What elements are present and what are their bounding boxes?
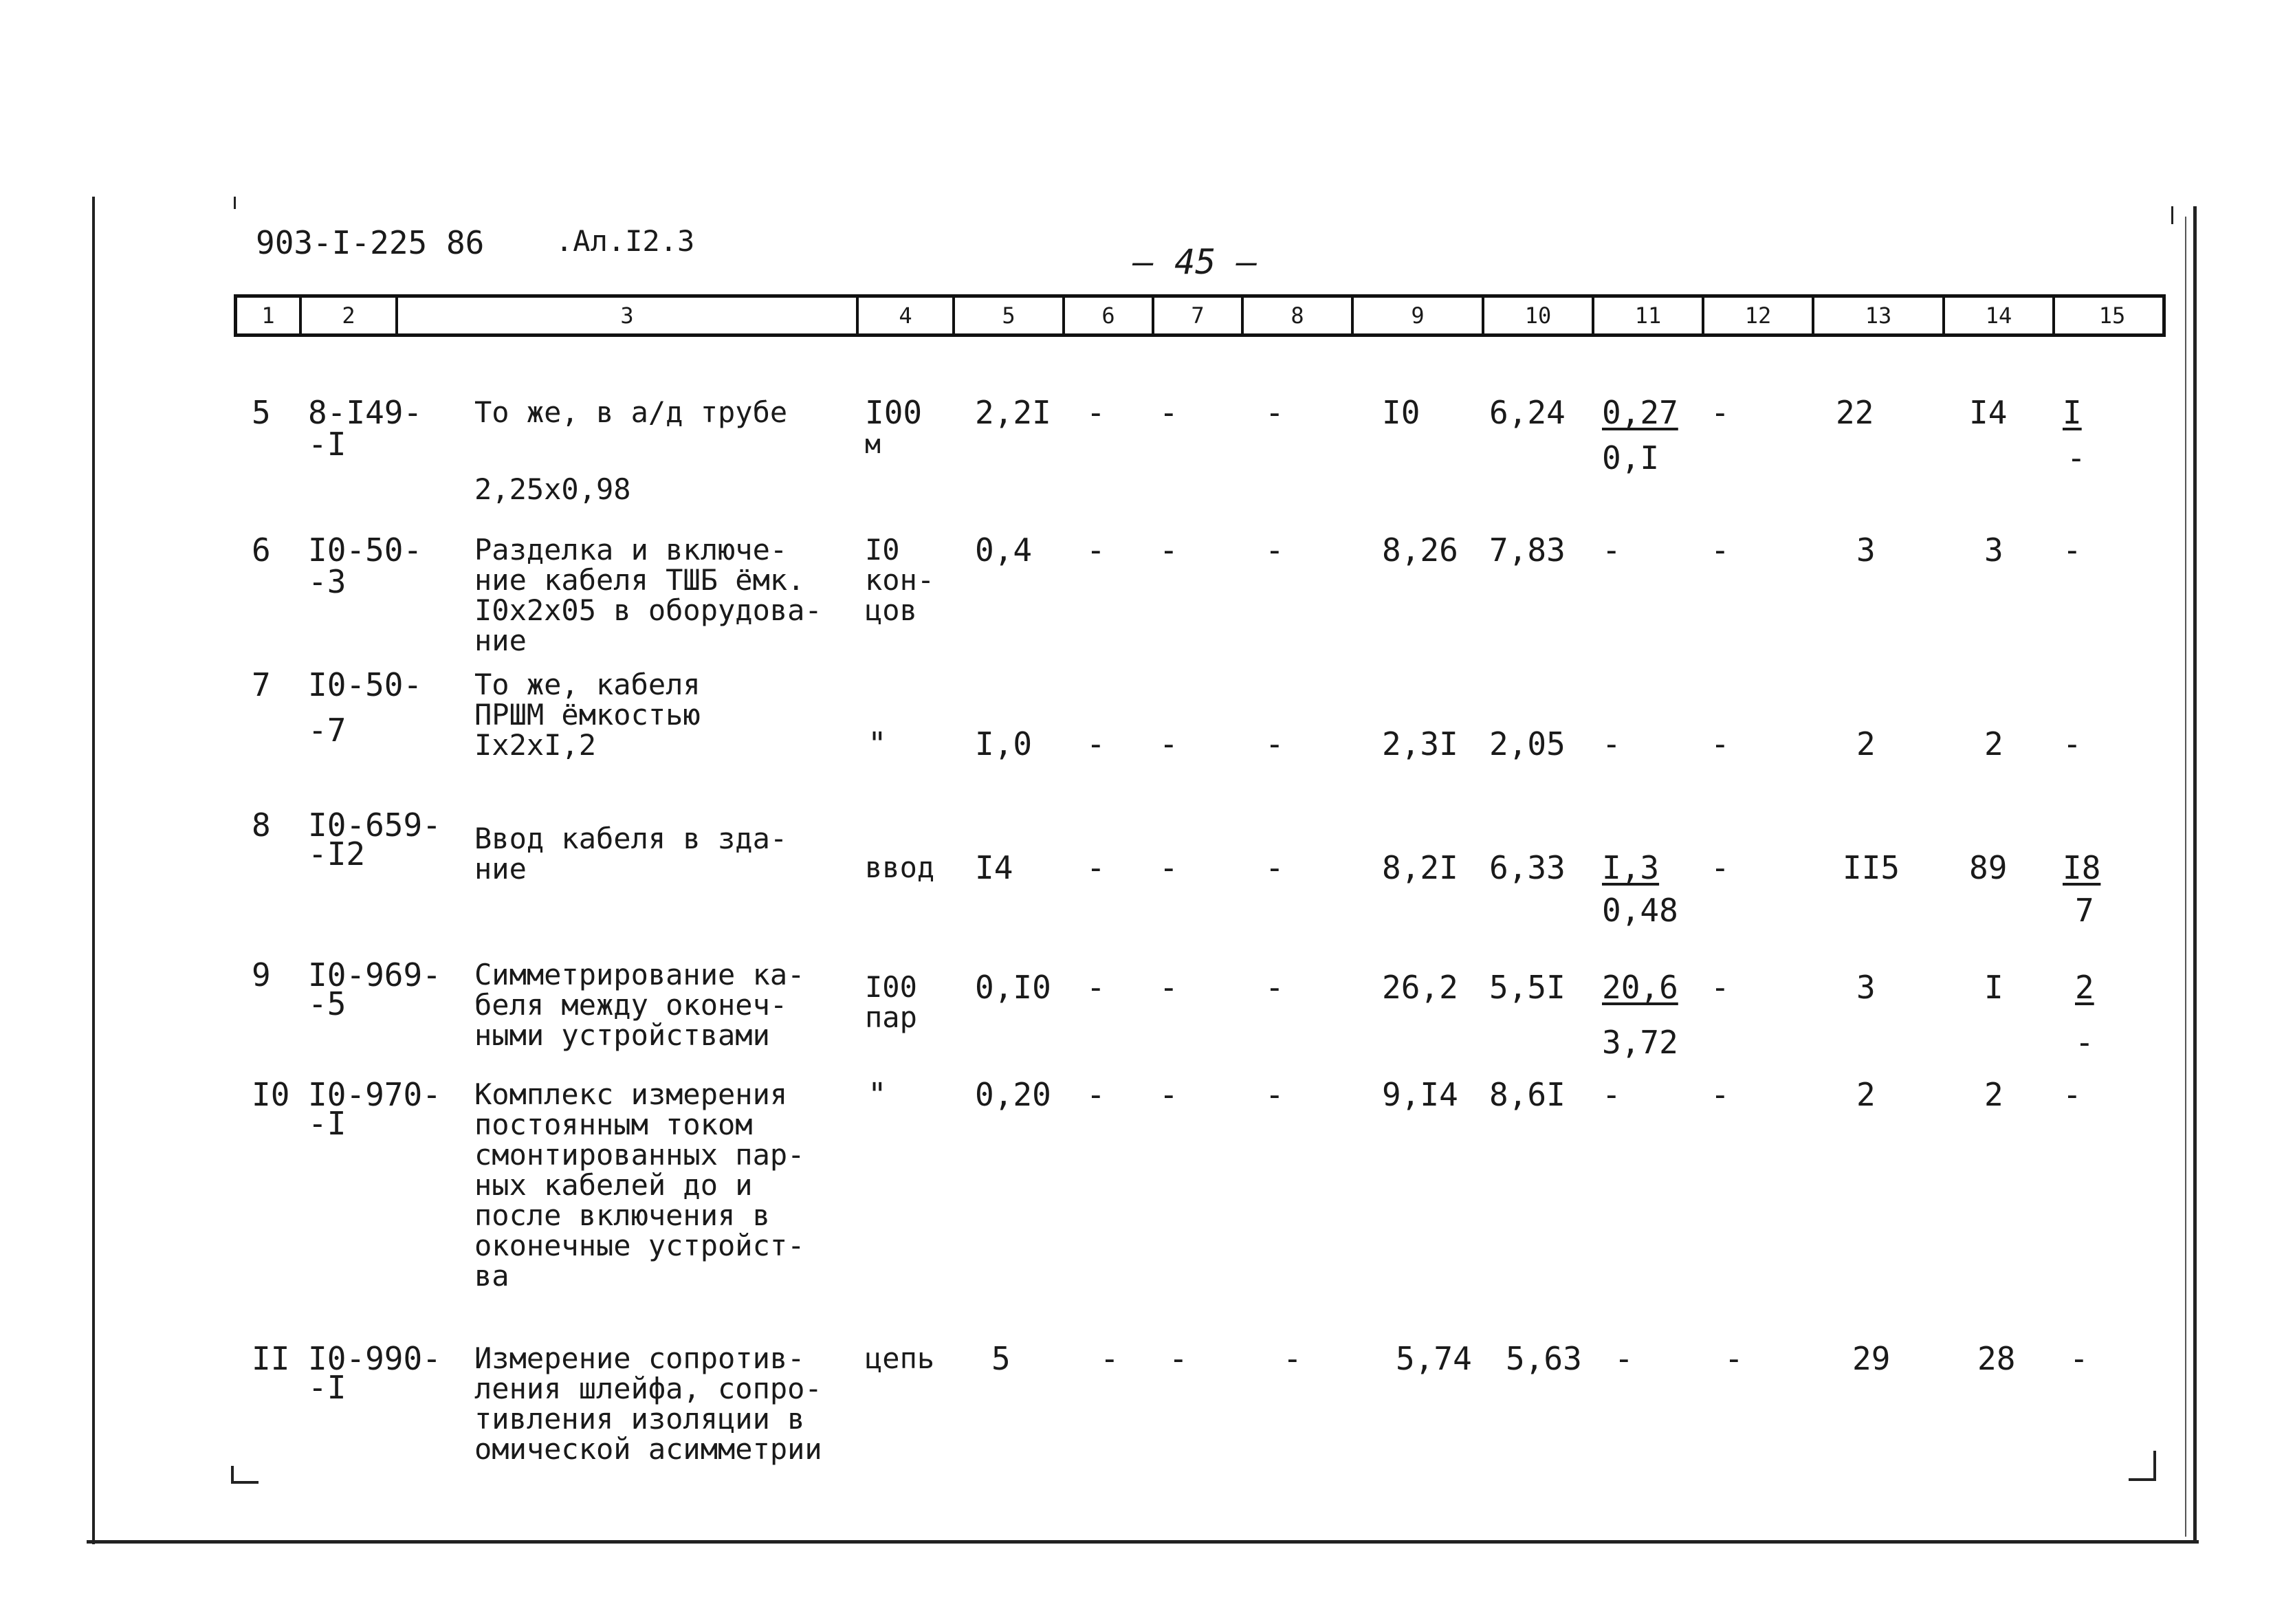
col-11-value: I,3 — [1602, 849, 1660, 886]
work-description: Ввод кабеля в зда- ние — [474, 822, 788, 886]
col-11-sub-value: 0,48 — [1602, 892, 1678, 929]
col-8-value: - — [1265, 725, 1284, 762]
col-13-value: 2 — [1856, 1076, 1876, 1113]
row-number: 8 — [252, 806, 271, 844]
document-code: 903-I-225 86 — [256, 224, 485, 261]
col-7-value: - — [1159, 969, 1178, 1006]
col-6-value: - — [1086, 394, 1106, 431]
page-frame-right-inner — [2185, 217, 2186, 1537]
col-7-value: - — [1159, 1076, 1178, 1113]
col-9-value: 2,3I — [1382, 725, 1458, 762]
page-frame-bottom — [87, 1540, 2199, 1544]
col-10-value: 2,05 — [1489, 725, 1566, 762]
col-5-value: I,0 — [975, 725, 1033, 762]
col-5-value: 2,2I — [975, 394, 1051, 431]
col-7-value: - — [1169, 1340, 1188, 1377]
work-description: Симметрирование ка- беля между оконеч- ными устройствами — [474, 958, 805, 1052]
unit: " — [868, 1076, 887, 1113]
col-14-value: 2 — [1984, 1076, 2003, 1113]
row-number: 9 — [252, 956, 271, 994]
col-9-value: 8,2I — [1382, 849, 1458, 886]
rate-code: 8-I49- — [308, 394, 423, 431]
col-8-value: - — [1265, 1076, 1284, 1113]
column-header: 2 — [299, 298, 395, 333]
col-13-value: 2 — [1856, 725, 1876, 762]
col-11-value: 0,27 — [1602, 394, 1678, 431]
col-11-value: - — [1614, 1340, 1634, 1377]
column-header: 15 — [2052, 298, 2169, 333]
col-6-value: - — [1086, 725, 1106, 762]
col-5-value: 5 — [991, 1340, 1011, 1377]
col-15-value: - — [2063, 1076, 2082, 1113]
col-11-sub-value: 3,72 — [1602, 1024, 1678, 1061]
unit: ввод — [865, 851, 935, 884]
col-12-value: - — [1711, 394, 1730, 431]
frame-tick-left — [234, 197, 236, 209]
column-header: 10 — [1482, 298, 1592, 333]
sheet-number: .Ал.I2.3 — [556, 224, 695, 258]
unit: I00 пар — [865, 970, 917, 1034]
rate-code-cont: -7 — [308, 712, 347, 749]
col-6-value: - — [1086, 1076, 1106, 1113]
work-description-note: 2,25х0,98 — [474, 472, 631, 506]
col-14-value: 89 — [1969, 849, 2008, 886]
col-12-value: - — [1724, 1340, 1744, 1377]
page-number: — 45 — — [1133, 242, 1258, 282]
col-15-value: I — [2063, 394, 2082, 431]
unit: I00 — [865, 394, 923, 431]
col-13-value: II5 — [1843, 849, 1900, 886]
column-header: 11 — [1592, 298, 1702, 333]
corner-mark-bottom-left — [231, 1466, 259, 1484]
page-frame-left — [92, 197, 95, 1544]
row-number: 7 — [252, 666, 271, 703]
col-13-value: 3 — [1856, 969, 1876, 1006]
rate-code: I0-990- — [308, 1340, 441, 1377]
col-12-value: - — [1711, 849, 1730, 886]
col-8-value: - — [1265, 531, 1284, 569]
column-header: 8 — [1241, 298, 1351, 333]
rate-code-cont: -3 — [308, 563, 347, 600]
col-15-sub-value: 7 — [2075, 892, 2094, 929]
col-14-value: I — [1984, 969, 2003, 1006]
rate-code: I0-659- — [308, 806, 441, 844]
col-11-value: - — [1602, 1076, 1621, 1113]
unit: цепь — [865, 1341, 935, 1375]
rate-code-cont: -I2 — [308, 835, 366, 873]
col-13-value: 3 — [1856, 531, 1876, 569]
rate-code: I0-970- — [308, 1076, 441, 1113]
col-11-sub-value: 0,I — [1602, 439, 1660, 476]
corner-mark-bottom-right — [2129, 1451, 2156, 1481]
row-number: I0 — [252, 1076, 290, 1113]
column-header: 6 — [1062, 298, 1152, 333]
col-11-value: - — [1602, 725, 1621, 762]
rate-code: I0-50- — [308, 531, 423, 569]
col-15-value: - — [2069, 1340, 2089, 1377]
unit: " — [868, 725, 887, 762]
column-header: 9 — [1351, 298, 1482, 333]
col-11-value: 20,6 — [1602, 969, 1678, 1006]
col-5-value: 0,20 — [975, 1076, 1051, 1113]
col-5-value: 0,I0 — [975, 969, 1051, 1006]
row-number: 6 — [252, 531, 271, 569]
col-15-value: - — [2063, 531, 2082, 569]
rate-code-cont: -I — [308, 1105, 347, 1142]
work-description: То же, кабеля ПРШМ ёмкостью Iх2хI,2 — [474, 668, 701, 762]
col-7-value: - — [1159, 394, 1178, 431]
column-header: 12 — [1702, 298, 1812, 333]
col-14-value: 3 — [1984, 531, 2003, 569]
work-description: Комплекс измерения постоянным током смонтированных пар- ных кабелей до и после включения в оконечные устройст- ва — [474, 1077, 805, 1293]
col-10-value: 5,63 — [1506, 1340, 1582, 1377]
col-15-value: I8 — [2063, 849, 2101, 886]
col-15-sub-value: - — [2067, 439, 2086, 476]
col-9-value: 8,26 — [1382, 531, 1458, 569]
page-frame-right — [2193, 206, 2197, 1541]
rate-code-cont: -I — [308, 426, 347, 463]
col-9-value: 26,2 — [1382, 969, 1458, 1006]
rate-code: I0-969- — [308, 956, 441, 994]
col-8-value: - — [1265, 849, 1284, 886]
col-11-value: - — [1602, 531, 1621, 569]
col-8-value: - — [1283, 1340, 1302, 1377]
col-12-value: - — [1711, 1076, 1730, 1113]
column-header: 3 — [395, 298, 856, 333]
col-12-value: - — [1711, 725, 1730, 762]
col-15-value: - — [2063, 725, 2082, 762]
row-number: II — [252, 1340, 290, 1377]
work-description: То же, в а/д трубе — [474, 395, 788, 429]
col-5-value: I4 — [975, 849, 1013, 886]
col-9-value: 9,I4 — [1382, 1076, 1458, 1113]
column-header: 1 — [261, 303, 275, 329]
rate-code-cont: -I — [308, 1369, 347, 1406]
col-9-value: 5,74 — [1396, 1340, 1472, 1377]
col-5-value: 0,4 — [975, 531, 1033, 569]
frame-tick-right — [2171, 206, 2173, 224]
table-column-header — [234, 294, 2166, 337]
col-7-value: - — [1159, 725, 1178, 762]
work-description: Измерение сопротив- ления шлейфа, сопро- тивления изоляции в омической асимметрии — [474, 1341, 822, 1466]
col-6-value: - — [1086, 969, 1106, 1006]
col-6-value: - — [1100, 1340, 1119, 1377]
col-6-value: - — [1086, 849, 1106, 886]
col-13-value: 22 — [1836, 394, 1874, 431]
col-8-value: - — [1265, 394, 1284, 431]
column-header: 7 — [1152, 298, 1241, 333]
unit: I0 кон- цов — [865, 533, 935, 627]
col-12-value: - — [1711, 531, 1730, 569]
col-9-value: I0 — [1382, 394, 1420, 431]
rate-code: I0-50- — [308, 666, 423, 703]
row-number: 5 — [252, 394, 271, 431]
col-10-value: 6,33 — [1489, 849, 1566, 886]
col-14-value: 28 — [1977, 1340, 2016, 1377]
column-header: 13 — [1812, 298, 1942, 333]
col-10-value: 5,5I — [1489, 969, 1566, 1006]
col-14-value: I4 — [1969, 394, 2008, 431]
rate-code-cont: -5 — [308, 985, 347, 1022]
col-12-value: - — [1711, 969, 1730, 1006]
column-header: 5 — [952, 298, 1062, 333]
column-header: 4 — [856, 298, 952, 333]
col-6-value: - — [1086, 531, 1106, 569]
col-8-value: - — [1265, 969, 1284, 1006]
work-description: Разделка и включе- ние кабеля ТШБ ёмк. I0х2х05 в оборудова- ние — [474, 533, 822, 657]
col-14-value: 2 — [1984, 725, 2003, 762]
col-10-value: 8,6I — [1489, 1076, 1566, 1113]
col-10-value: 6,24 — [1489, 394, 1566, 431]
col-15-value: 2 — [2075, 969, 2094, 1006]
col-10-value: 7,83 — [1489, 531, 1566, 569]
col-7-value: - — [1159, 849, 1178, 886]
col-15-sub-value: - — [2075, 1024, 2094, 1061]
column-header: 14 — [1942, 298, 2052, 333]
unit-cont: м — [865, 429, 881, 459]
col-13-value: 29 — [1852, 1340, 1891, 1377]
col-7-value: - — [1159, 531, 1178, 569]
